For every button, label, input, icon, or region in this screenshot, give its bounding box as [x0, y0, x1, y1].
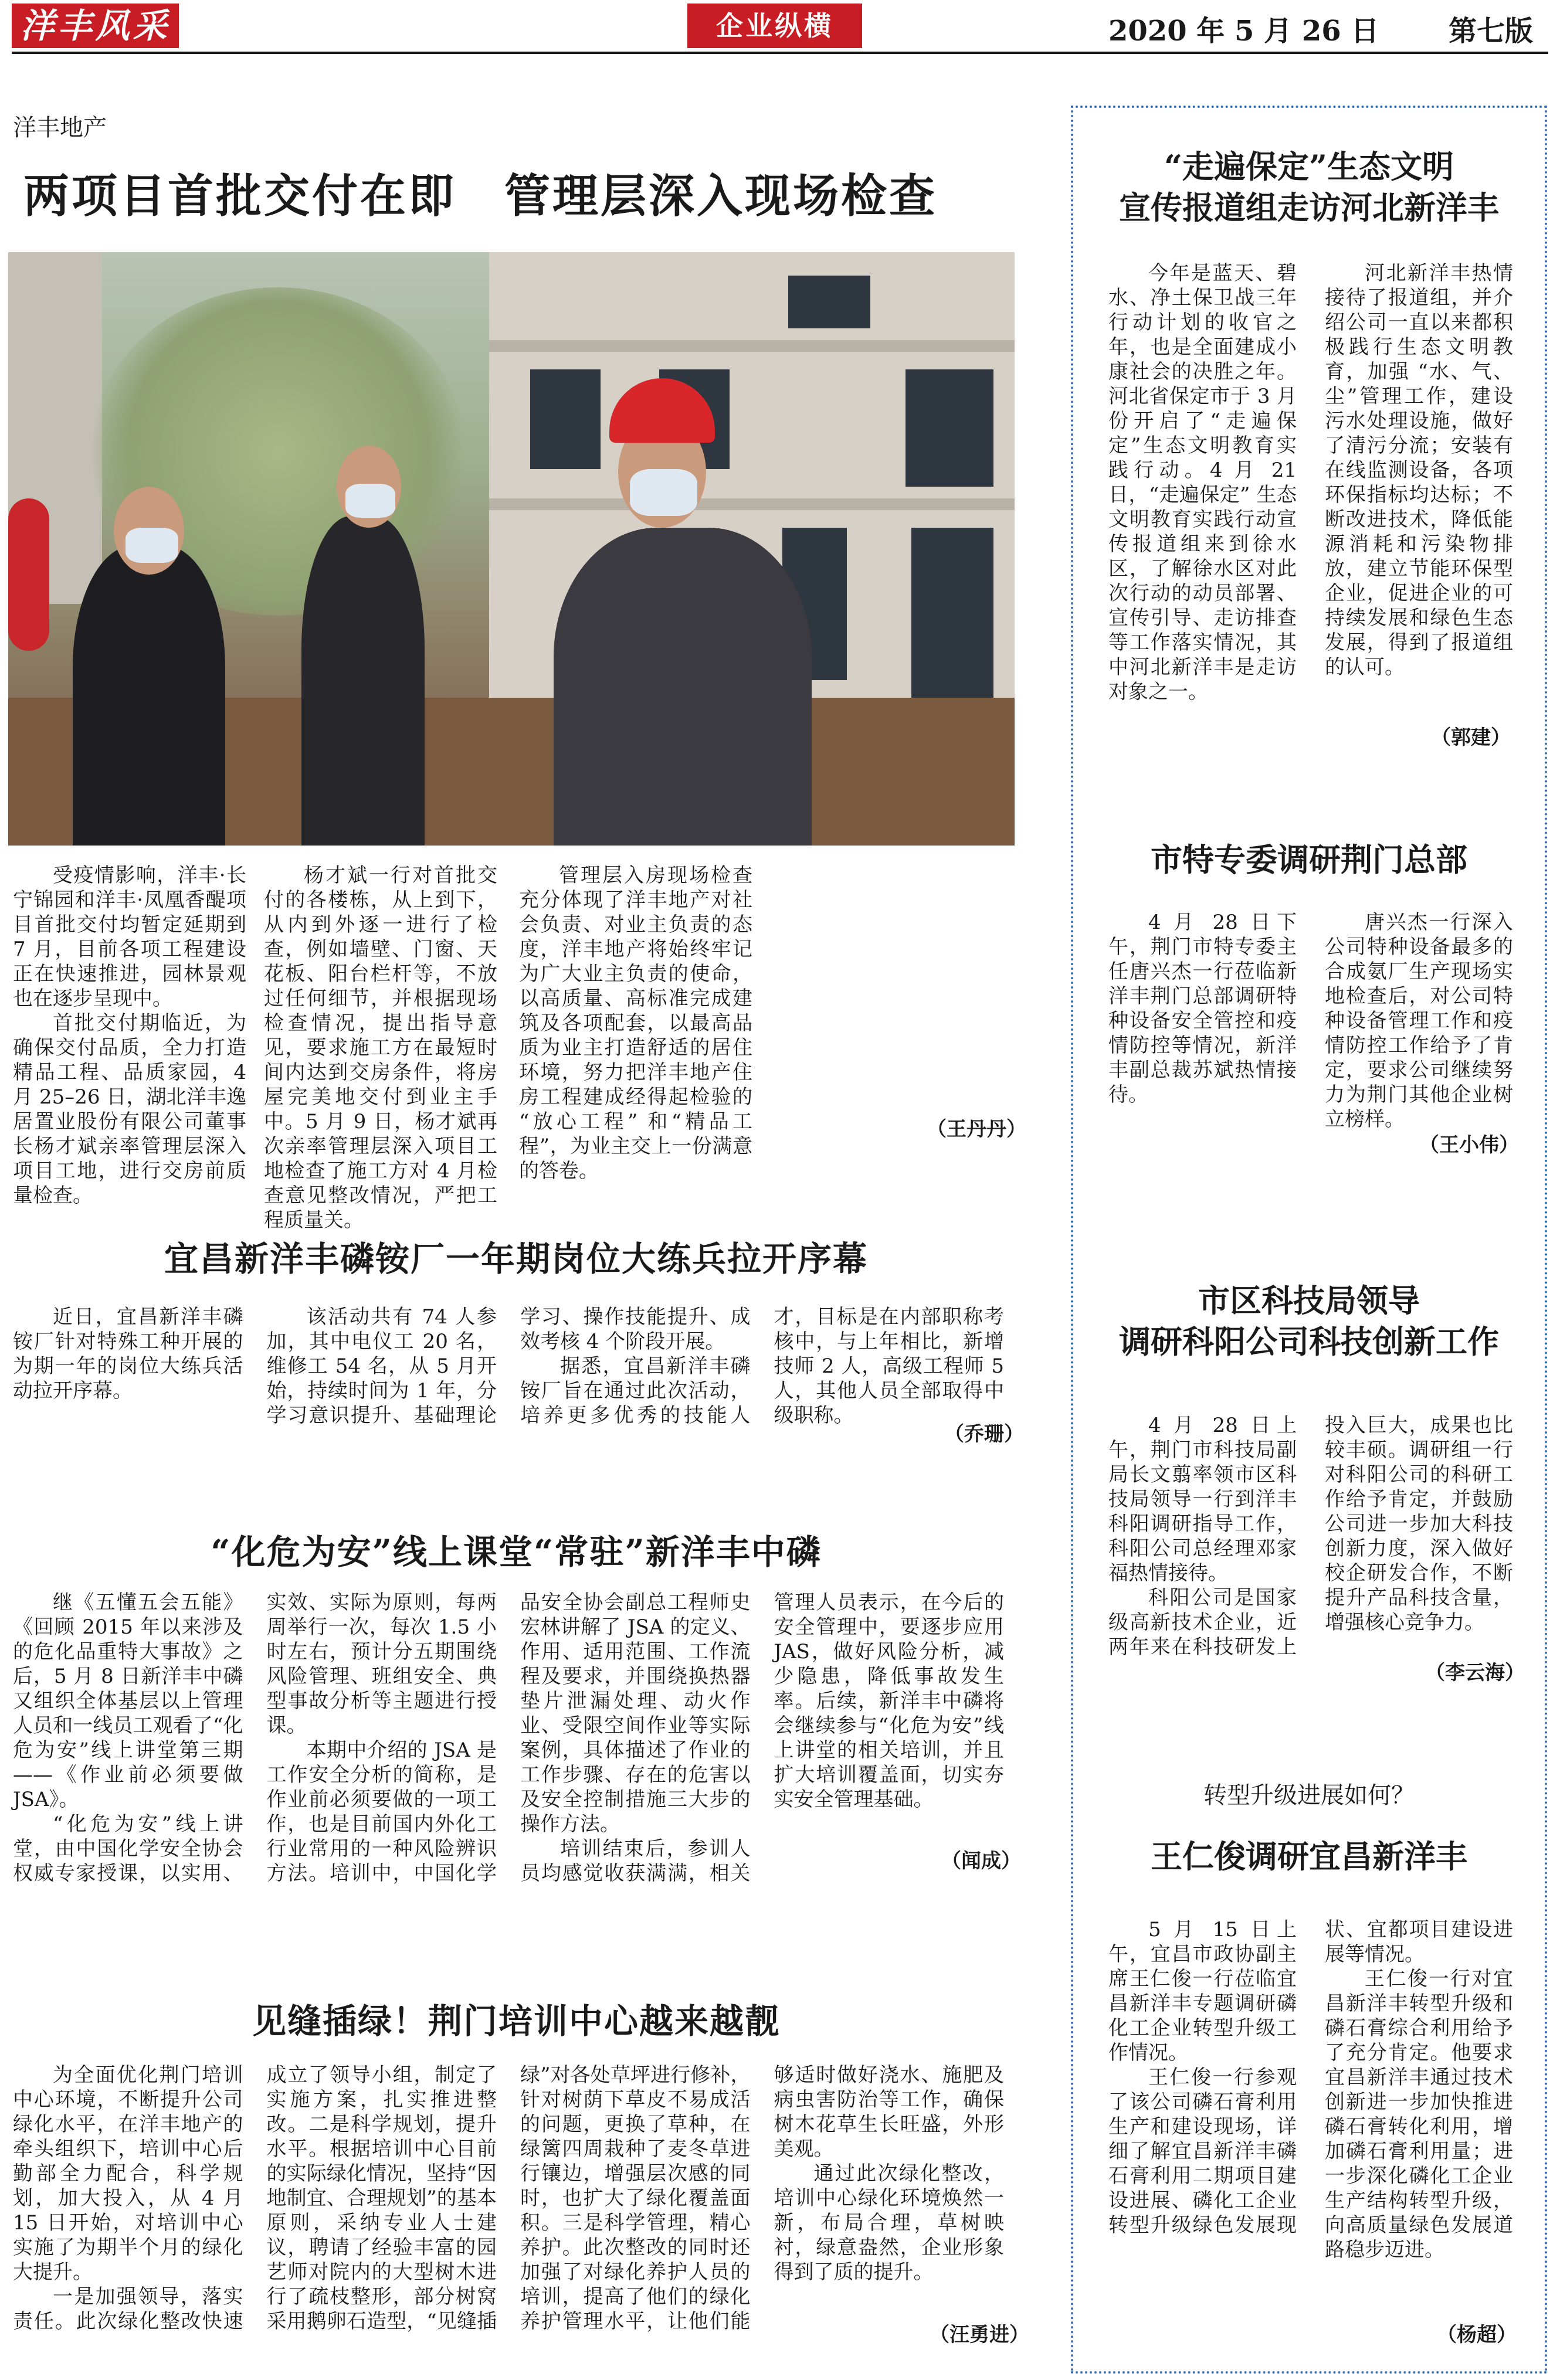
inspection-photo	[8, 252, 1015, 846]
paragraph: 唐兴杰一行深入公司特种设备最多的合成氨厂生产现场实地检查后，对公司特种设备管理工作和疫情防控工作给予了肯定，要求公司继续努力为荆门其他企业树立榜样。	[1325, 911, 1513, 1131]
main-story-byline: （王丹丹）	[927, 1118, 1026, 1141]
sidebar-story-3-body	[1108, 1413, 1513, 1659]
main-story-col-3	[519, 863, 752, 1183]
main-headline: 两项目首批交付在即 管理层深入现场检查	[23, 169, 938, 223]
sidebar-story-3-byline: （李云海）	[1425, 1661, 1525, 1685]
story-2-headline: 宜昌新洋丰磷铵厂一年期岗位大练兵拉开序幕	[164, 1239, 868, 1279]
main-story-col-1	[13, 863, 246, 1208]
story-3-body	[13, 1590, 1004, 1886]
paragraph: 通过此次绿化整改，培训中心绿化环境焕然一新，布局合理，草树映衬，绿意盎然，企业形象得到了质的提升。	[774, 2162, 1004, 2284]
sidebar-story-4-body	[1108, 1917, 1513, 2262]
paragraph: 继《五懂五会五能》《回顾 2015 年以来涉及的危化品重特大事故》之后，5 月 8 日新洋丰中磷又组织全体基层以上管理人员和一线员工观看了“化危为安”线上讲堂第三期——《作业前必须要做 JSA》。	[13, 1591, 243, 1811]
paragraph: 4 月 28 日下午，荆门市特专委主任唐兴杰一行莅临新洋丰荆门总部调研特种设备安全管控和疫情防控等情况，新洋丰副总裁苏斌热情接待。	[1108, 911, 1297, 1106]
story-4-byline: （汪勇进）	[930, 2323, 1029, 2347]
masthead-logo: 洋丰风采	[12, 4, 179, 48]
paragraph: 本期中介绍的 JSA 是工作安全分析的简称，是作业前必须要做的一项工作，也是目前国内外化工行业常用的一种风险辨识方法。培训中，中国化学品安全协会副总工程师史宏林讲解了 JSA 的定义、作用、适用范围、工作流程及要求，并围绕换热器垫片泄漏处理、动火作业、受限空间作业等实际案例，具体描述了作业的工作步骤、存在的危害以及安全控制措施三大步的操作方法。	[266, 1591, 751, 1885]
paragraph: 培训结束后，参训人员均感觉收获满满，相关管理人员表示，在今后的安全管理中，要逐步应用 JAS，做好风险分析，减少隐患，降低事故发生率。后续，新洋丰中磷将会继续参与“化危为安”线上讲堂的相关培训，并且扩大培训覆盖面，切实夯实安全管理基础。	[520, 1591, 1004, 1885]
sidebar-story-4-byline: （杨超）	[1437, 2323, 1517, 2347]
sidebar-story-2-title: 市特专委调研荆门总部	[1151, 841, 1467, 878]
section-name: 企业纵横	[687, 4, 862, 48]
issue-date: 2020 年 5 月 26 日	[1108, 15, 1379, 47]
paragraph: 5 月 15 日上午，宜昌市政协副主席王仁俊一行莅临宜昌新洋丰专题调研磷化工企业转型升级工作情况。	[1108, 1918, 1297, 2065]
page-edition: 第七版	[1449, 15, 1534, 47]
paragraph: 管理层入房现场检查充分体现了洋丰地产对社会负责、对业主负责的态度，洋丰地产将始终牢记为广大业主负责的使命，以高质量、高标准完成建筑及各项配套，以最高品质为业主打造舒适的居住环境，努力把洋丰地产住房工程建成经得起检验的 “放心工程” 和“精品工程”，为业主交上一份满意的答卷。	[519, 864, 752, 1183]
sidebar-story-3-title-line-2: 调研科阳公司科技创新工作	[1119, 1323, 1499, 1360]
sidebar-story-4-title: 王仁俊调研宜昌新洋丰	[1151, 1838, 1467, 1875]
header-divider	[12, 52, 1548, 54]
paragraph: 该活动共有 74 人参加，其中电仪工 20 名，维修工 54 名，从 5 月开始，持续时间为 1 年，分学习意识提升、基础理论学习、操作技能提升、成效考核 4 个阶段开展。	[266, 1305, 751, 1427]
paragraph: 4 月 28 日上午，荆门市科技局副局长文翦率领市区科技局领导一行到洋丰科阳调研指导工作，科阳公司总经理邓家福热情接待。	[1108, 1414, 1297, 1585]
paragraph: 杨才斌一行对首批交付的各楼栋，从上到下，从内到外逐一进行了检查，例如墙壁、门窗、天花板、阳台栏杆等，不放过任何细节，并根据现场检查情况，提出指导意见，要求施工方在最短时间内达到交房条件，将房屋完美地交付到业主手中。5 月 9 日，杨才斌再次亲率管理层深入项目工地检查了施工方对 4 月检查意见整改情况，严把工程质量关。	[264, 864, 497, 1232]
sidebar-story-1-title-line-1: “走遍保定”生态文明	[1164, 148, 1454, 185]
sidebar-story-1-body	[1108, 261, 1513, 704]
paragraph: 王仁俊一行对宜昌新洋丰转型升级和磷石膏综合利用给予了充分肯定。他要求宜昌新洋丰通过技术创新进一步加快推进磷石膏转化利用，增加磷石膏利用量；进一步深化磷化工企业生产结构转型升级，向高质量绿色发展道路稳步迈进。	[1325, 1967, 1513, 2262]
main-story-col-2	[264, 863, 497, 1233]
story-3-byline: （闻成）	[941, 1849, 1021, 1873]
paragraph: 科阳公司是国家级高新技术企业，近两年来在科技研发上投入巨大，成果也比较丰硕。调研组一行对科阳公司的科研工作给予肯定，并鼓励公司进一步加大科技创新力度，深入做好校企研发合作，不断提升产品科技含量，增强核心竞争力。	[1108, 1414, 1513, 1659]
story-kicker: 洋丰地产	[13, 114, 107, 141]
sidebar-story-4-subtitle: 转型升级进展如何？	[1203, 1782, 1415, 1809]
paragraph: 据悉，宜昌新洋丰磷铵厂旨在通过此次活动，培养更多优秀的技能人才，目标是在内部职称考核中，与上年相比，新增技师 2 人，高级工程师 5 人，其他人员全部取得中级职称。	[520, 1305, 1004, 1427]
paragraph: 一是加强领导，落实责任。此次绿化整改快速成立了领导小组，制定了实施方案，扎实推进整改。二是科学规划，提升水平。根据培训中心目前的实际绿化情况，坚持“因地制宜、合理规划”的基本原则，采纳专业人士建议，聘请了经验丰富的园艺师对院内的大型树木进行了疏枝整形，部分树窝采用鹅卵石造型，“见缝插绿”对各处草坪进行修补，针对树荫下草皮不易成活的问题，更换了草种，在绿篱四周栽种了麦冬草进行镶边，增强层次感的同时，也扩大了绿化覆盖面积。三是科学管理，精心养护。此次整改的同时还加强了对绿化养护人员的培训，提高了他们的绿化养护管理水平，让他们能够适时做好浇水、施肥及病虫害防治等工作，确保树木花草生长旺盛，外形美观。	[13, 2063, 1004, 2333]
paragraph: “化危为安”线上讲堂，由中国化学安全协会权威专家授课，以实用、实效、实际为原则，每两周举行一次，每次 1.5 小时左右，预计分五期围绕风险管理、班组安全、典型事故分析等主题进行授课。	[13, 1591, 497, 1885]
paragraph: 河北新洋丰热情接待了报道组，并介绍公司一直以来都积极践行生态文明教育，加强 “水、气、尘”管理工作，建设污水处理设施，做好了清污分流；安装有在线监测设备，各项环保指标均达标；不断改进技术，降低能源消耗和污染物排放，建立节能环保型企业，促进企业的可持续发展和绿色生态发展，得到了报道组的认可。	[1325, 262, 1513, 679]
story-2-body	[13, 1305, 1004, 1428]
paragraph: 今年是蓝天、碧水、净土保卫战三年行动计划的收官之年，也是全面建成小康社会的决胜之年。河北省保定市于 3 月份开启了“走遍保定”生态文明教育实践行动。4 月 21 日，“走遍保定” 生态文明教育实践行动宣传报道组来到徐水区，了解徐水区对此次行动的动员部署、宣传引导、走访排查等工作落实情况，其中河北新洋丰是走访对象之一。	[1108, 262, 1297, 704]
paragraph: 为全面优化荆门培训中心环境，不断提升公司绿化水平，在洋丰地产的牵头组织下，培训中心后勤部全力配合，科学规划，加大投入，从 4 月 15 日开始，对培训中心实施了为期半个月的绿化大提升。	[13, 2063, 243, 2284]
story-3-headline: “化危为安”线上课堂“常驻”新洋丰中磷	[211, 1532, 822, 1572]
sidebar-story-1-byline: （郭建）	[1431, 726, 1511, 749]
paragraph: 王仁俊一行参观了该公司磷石膏利用生产和建设现场，详细了解宜昌新洋丰磷石膏利用二期项目建设进展、磷化工企业转型升级绿色发展现状、宜都项目建设进展等情况。	[1108, 1918, 1513, 2237]
sidebar-story-3-title-line-1: 市区科技局领导	[1198, 1282, 1420, 1319]
sidebar-story-1-title-line-2: 宣传报道组走访河北新洋丰	[1119, 189, 1499, 226]
story-4-body	[13, 2063, 1004, 2334]
paragraph: 首批交付期临近，为确保交付品质，全力打造精品工程、品质家园，4 月 25–26 日，湖北洋丰逸居置业股份有限公司董事长杨才斌亲率管理层深入项目工地，进行交房前质量检查。	[13, 1011, 246, 1207]
paragraph: 近日，宜昌新洋丰磷铵厂针对特殊工种开展的为期一年的岗位大练兵活动拉开序幕。	[13, 1305, 243, 1403]
sidebar-story-2-byline: （王小伟）	[1419, 1133, 1519, 1157]
paragraph: 受疫情影响，洋丰·长宁锦园和洋丰·凤凰香醍项目首批交付均暂定延期到 7 月，目前各项工程建设正在快速推进，园林景观也在逐步呈现中。	[13, 864, 246, 1010]
story-2-byline: （乔珊）	[944, 1422, 1024, 1446]
sidebar-story-2-body	[1108, 910, 1513, 1132]
story-4-headline: 见缝插绿！荆门培训中心越来越靓	[252, 2001, 780, 2041]
